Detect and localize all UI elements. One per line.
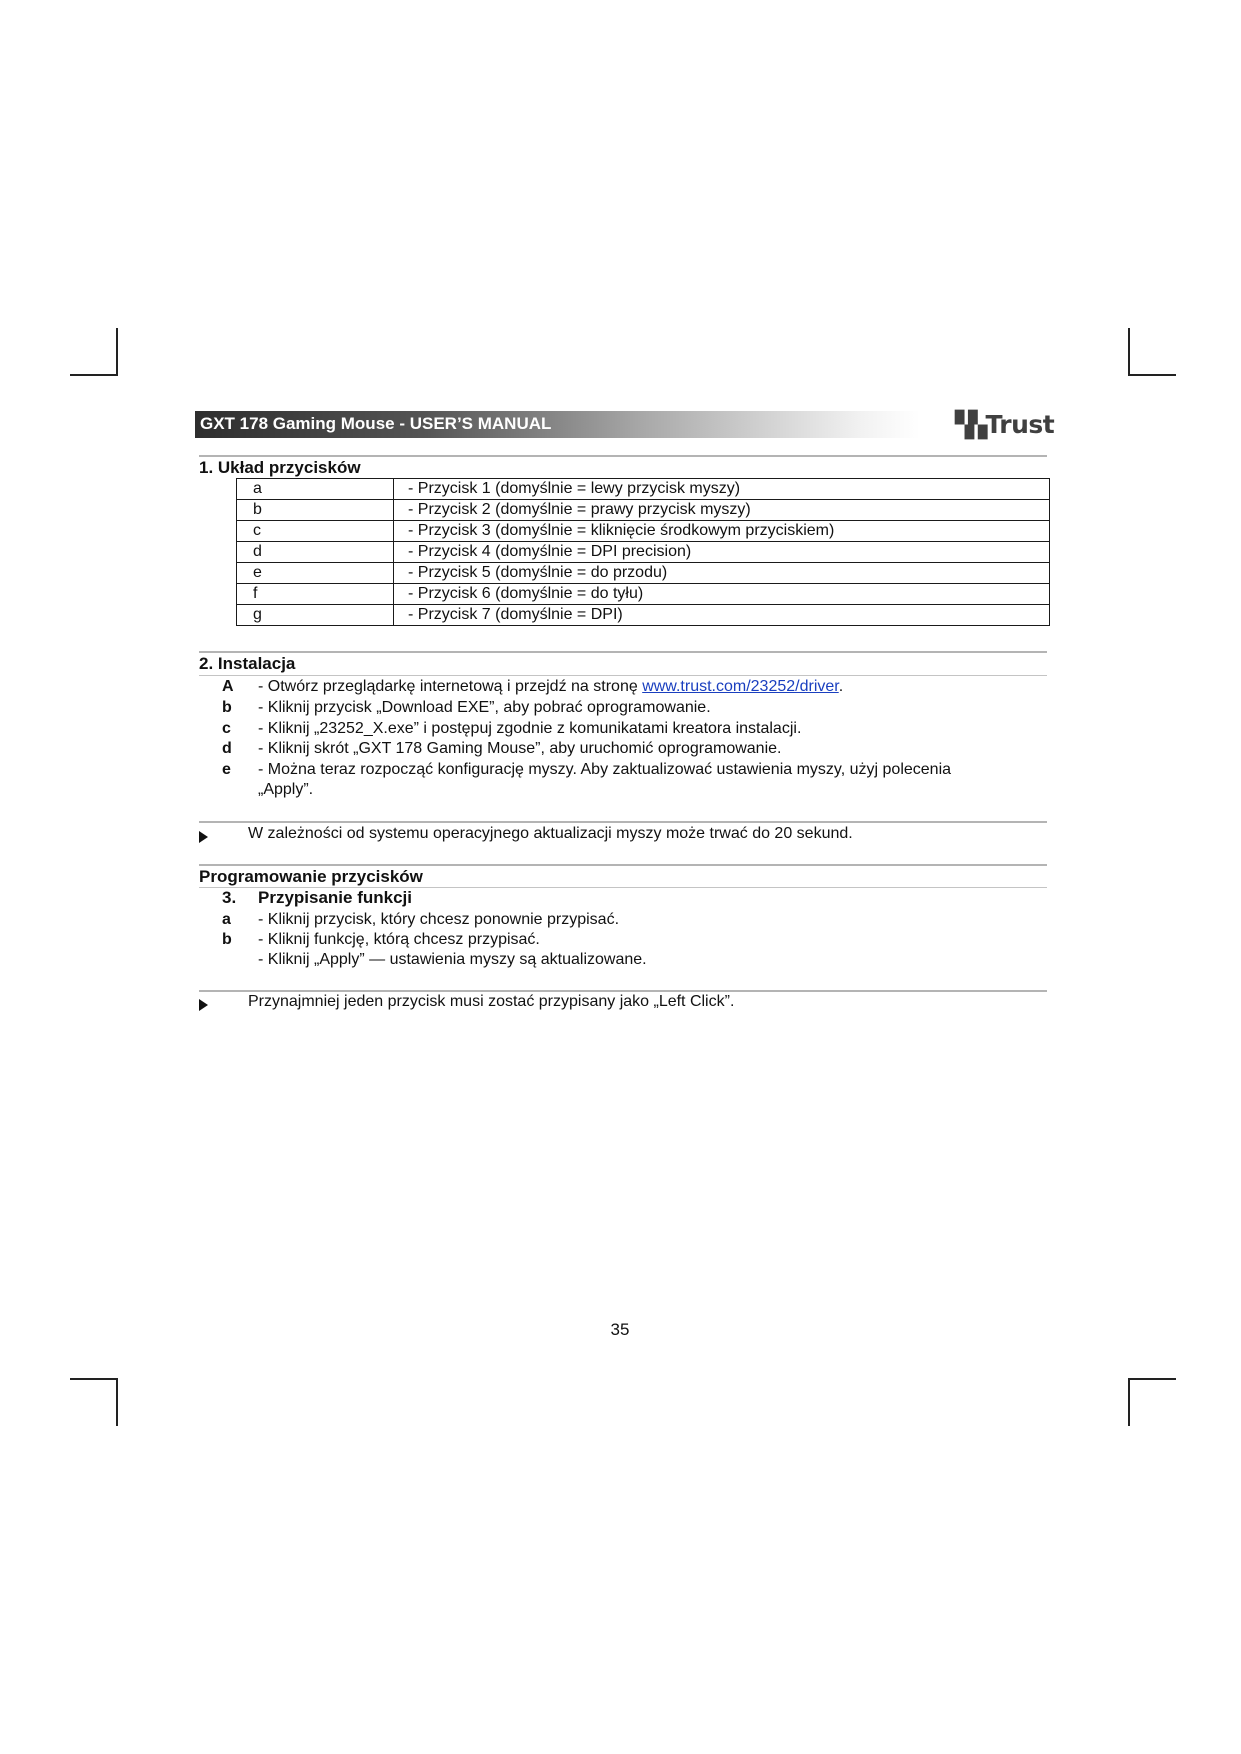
section3-title: Programowanie przycisków [199,867,423,886]
table-row [237,500,1050,521]
note1-top-rule [199,821,1047,823]
install-step-continuation [258,781,313,799]
step-text: - Kliknij przycisk „Download EXE”, aby pobrać oprogramowanie. [258,699,711,716]
note-text: W zależności od systemu operacyjnego aktualizacji myszy może trwać do 20 sekund. [248,825,853,842]
table-row [237,542,1050,563]
section2-title-rule [199,675,1047,676]
button-key: e [237,563,394,584]
step-letter: b [222,699,232,716]
button-description: - Przycisk 5 (domyślnie = do przodu) [394,563,1050,584]
section1-top-rule [199,455,1047,457]
step-text: - Kliknij „23252_X.exe” i postępuj zgodnie z komunikatami kreatora instalacji. [258,720,802,737]
step-letter: c [222,720,231,737]
trust-logo [955,410,1054,439]
button-description: - Przycisk 4 (domyślnie = DPI precision) [394,542,1050,563]
button-description: - Przycisk 3 (domyślnie = kliknięcie środkowym przyciskiem) [394,521,1050,542]
button-description: - Przycisk 2 (domyślnie = prawy przycisk myszy) [394,500,1050,521]
crop-mark-top-left-vertical [116,328,118,376]
step-letter: e [222,761,231,778]
manual-header-title: GXT 178 Gaming Mouse - USER’S MANUAL [200,414,552,433]
table-row [237,584,1050,605]
button-key: d [237,542,394,563]
table-row [237,563,1050,584]
crop-mark-bottom-right-vertical [1128,1378,1130,1426]
page-number: 35 [610,1320,630,1339]
step-text: - Można teraz rozpocząć konfigurację myszy. Aby zaktualizować ustawienia myszy, użyj polecenia [258,761,952,778]
step-text: „Apply”. [258,781,314,798]
note2-top-rule [199,990,1047,992]
section3-subtitle: Przypisanie funkcji [258,888,412,907]
crop-mark-top-right-horizontal [1128,374,1176,376]
note-arrow-icon [199,831,208,843]
step-letter: d [222,740,232,757]
button-description: - Przycisk 1 (domyślnie = lewy przycisk myszy) [394,479,1050,500]
section3-top-rule [199,864,1047,866]
section2-title: 2. Instalacja [199,654,296,673]
crop-mark-bottom-left-horizontal [70,1378,118,1380]
step-text: - Kliknij skrót „GXT 178 Gaming Mouse”, aby uruchomić oprogramowanie. [258,740,782,757]
trust-logo-mark-icon: ▚▚ [955,410,982,439]
crop-mark-top-right-vertical [1128,328,1130,376]
trust-logo-text: Trust [985,410,1055,439]
driver-download-link[interactable]: www.trust.com/23252/driver [642,678,839,695]
crop-mark-bottom-left-vertical [116,1378,118,1426]
step-letter: a [222,911,231,928]
button-key: b [237,500,394,521]
button-key: g [237,605,394,626]
table-row [237,479,1050,500]
step-text: - Kliknij przycisk, który chcesz ponownie przypisać. [258,911,620,928]
note-arrow-icon [199,999,208,1011]
button-key: c [237,521,394,542]
section1-title: 1. Układ przycisków [199,458,361,477]
table-row [237,521,1050,542]
crop-mark-top-left-horizontal [70,374,118,376]
button-key: f [237,584,394,605]
step-text: - Otwórz przeglądarkę internetową i przejdź na stronę www.trust.com/23252/driver. [258,678,844,695]
button-description: - Przycisk 6 (domyślnie = do tyłu) [394,584,1050,605]
button-description: - Przycisk 7 (domyślnie = DPI) [394,605,1050,626]
step-text: - Kliknij funkcję, którą chcesz przypisać. [258,931,540,948]
step-letter: b [222,931,232,948]
crop-mark-bottom-right-horizontal [1128,1378,1176,1380]
note-text: Przynajmniej jeden przycisk musi zostać przypisany jako „Left Click”. [248,993,735,1010]
section3-subtitle-number: 3. [222,888,237,907]
section2-top-rule [199,651,1047,653]
step-text: - Kliknij „Apply” — ustawienia myszy są aktualizowane. [258,951,647,968]
manual-header-bar [195,411,920,438]
button-layout-table [236,478,1050,626]
button-key: a [237,479,394,500]
step-letter: A [222,678,234,695]
table-row [237,605,1050,626]
